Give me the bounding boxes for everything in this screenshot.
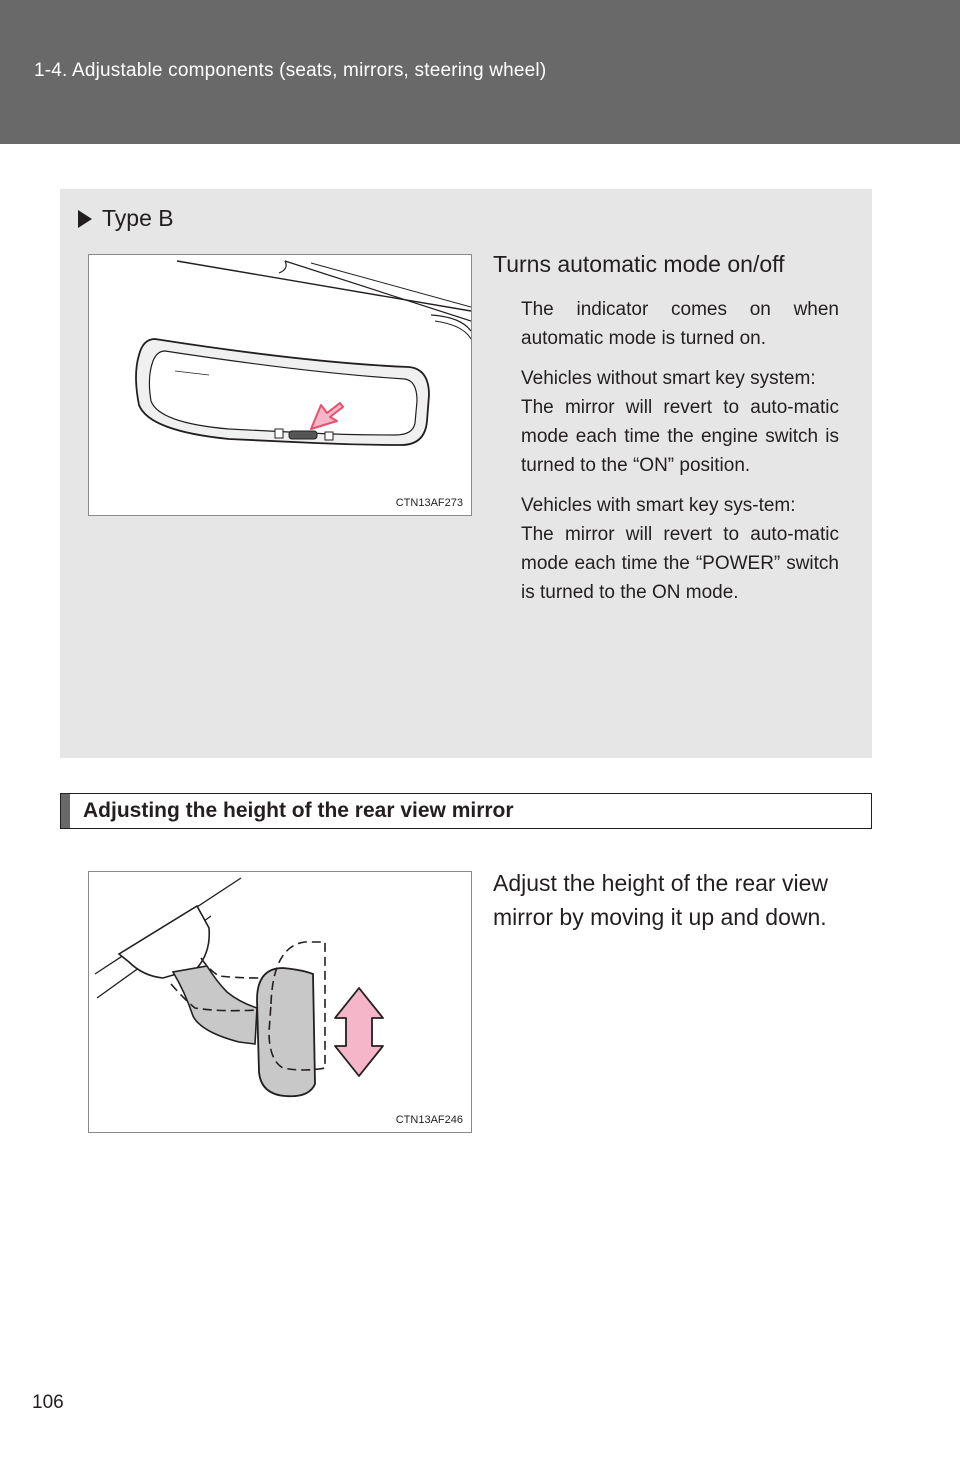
mirror-height-illustration xyxy=(89,872,472,1133)
type-b-description xyxy=(493,249,839,618)
no-smart-key-note: The mirror will revert to auto-matic mode each time the engine switch is turned to the “ON” position. xyxy=(521,397,839,476)
smart-key-note: The mirror will revert to auto-matic mode each time the “POWER” switch is turned to the ON mode. xyxy=(521,524,839,603)
type-b-heading xyxy=(78,205,174,232)
mirror-figure-type-b xyxy=(88,254,472,516)
rear-view-mirror-illustration xyxy=(89,255,472,516)
section-title: Adjusting the height of the rear view mirror xyxy=(83,799,514,822)
smart-key-heading: Vehicles with smart key sys-tem: xyxy=(521,495,796,516)
page-number: 106 xyxy=(32,1392,64,1413)
section-body: Adjust the height of the rear view mirror by moving it up and down. xyxy=(493,870,828,930)
figure-code: CTN13AF246 xyxy=(395,1114,463,1126)
section-heading-bar xyxy=(60,793,872,829)
section-accent xyxy=(61,794,70,828)
header-title: 1-4. Adjustable components (seats, mirrors, steering wheel) xyxy=(34,60,547,81)
mirror-height-figure xyxy=(88,871,472,1133)
figure-code: CTN13AF273 xyxy=(395,497,463,509)
type-b-lead: Turns automatic mode on/off xyxy=(493,251,785,277)
type-b-label: Type B xyxy=(102,205,174,231)
indicator-note: The indicator comes on when automatic mode is turned on. xyxy=(521,299,839,349)
no-smart-key-heading: Vehicles without smart key system: xyxy=(521,368,816,389)
header-band xyxy=(0,0,960,144)
triangle-bullet-icon xyxy=(78,210,92,228)
